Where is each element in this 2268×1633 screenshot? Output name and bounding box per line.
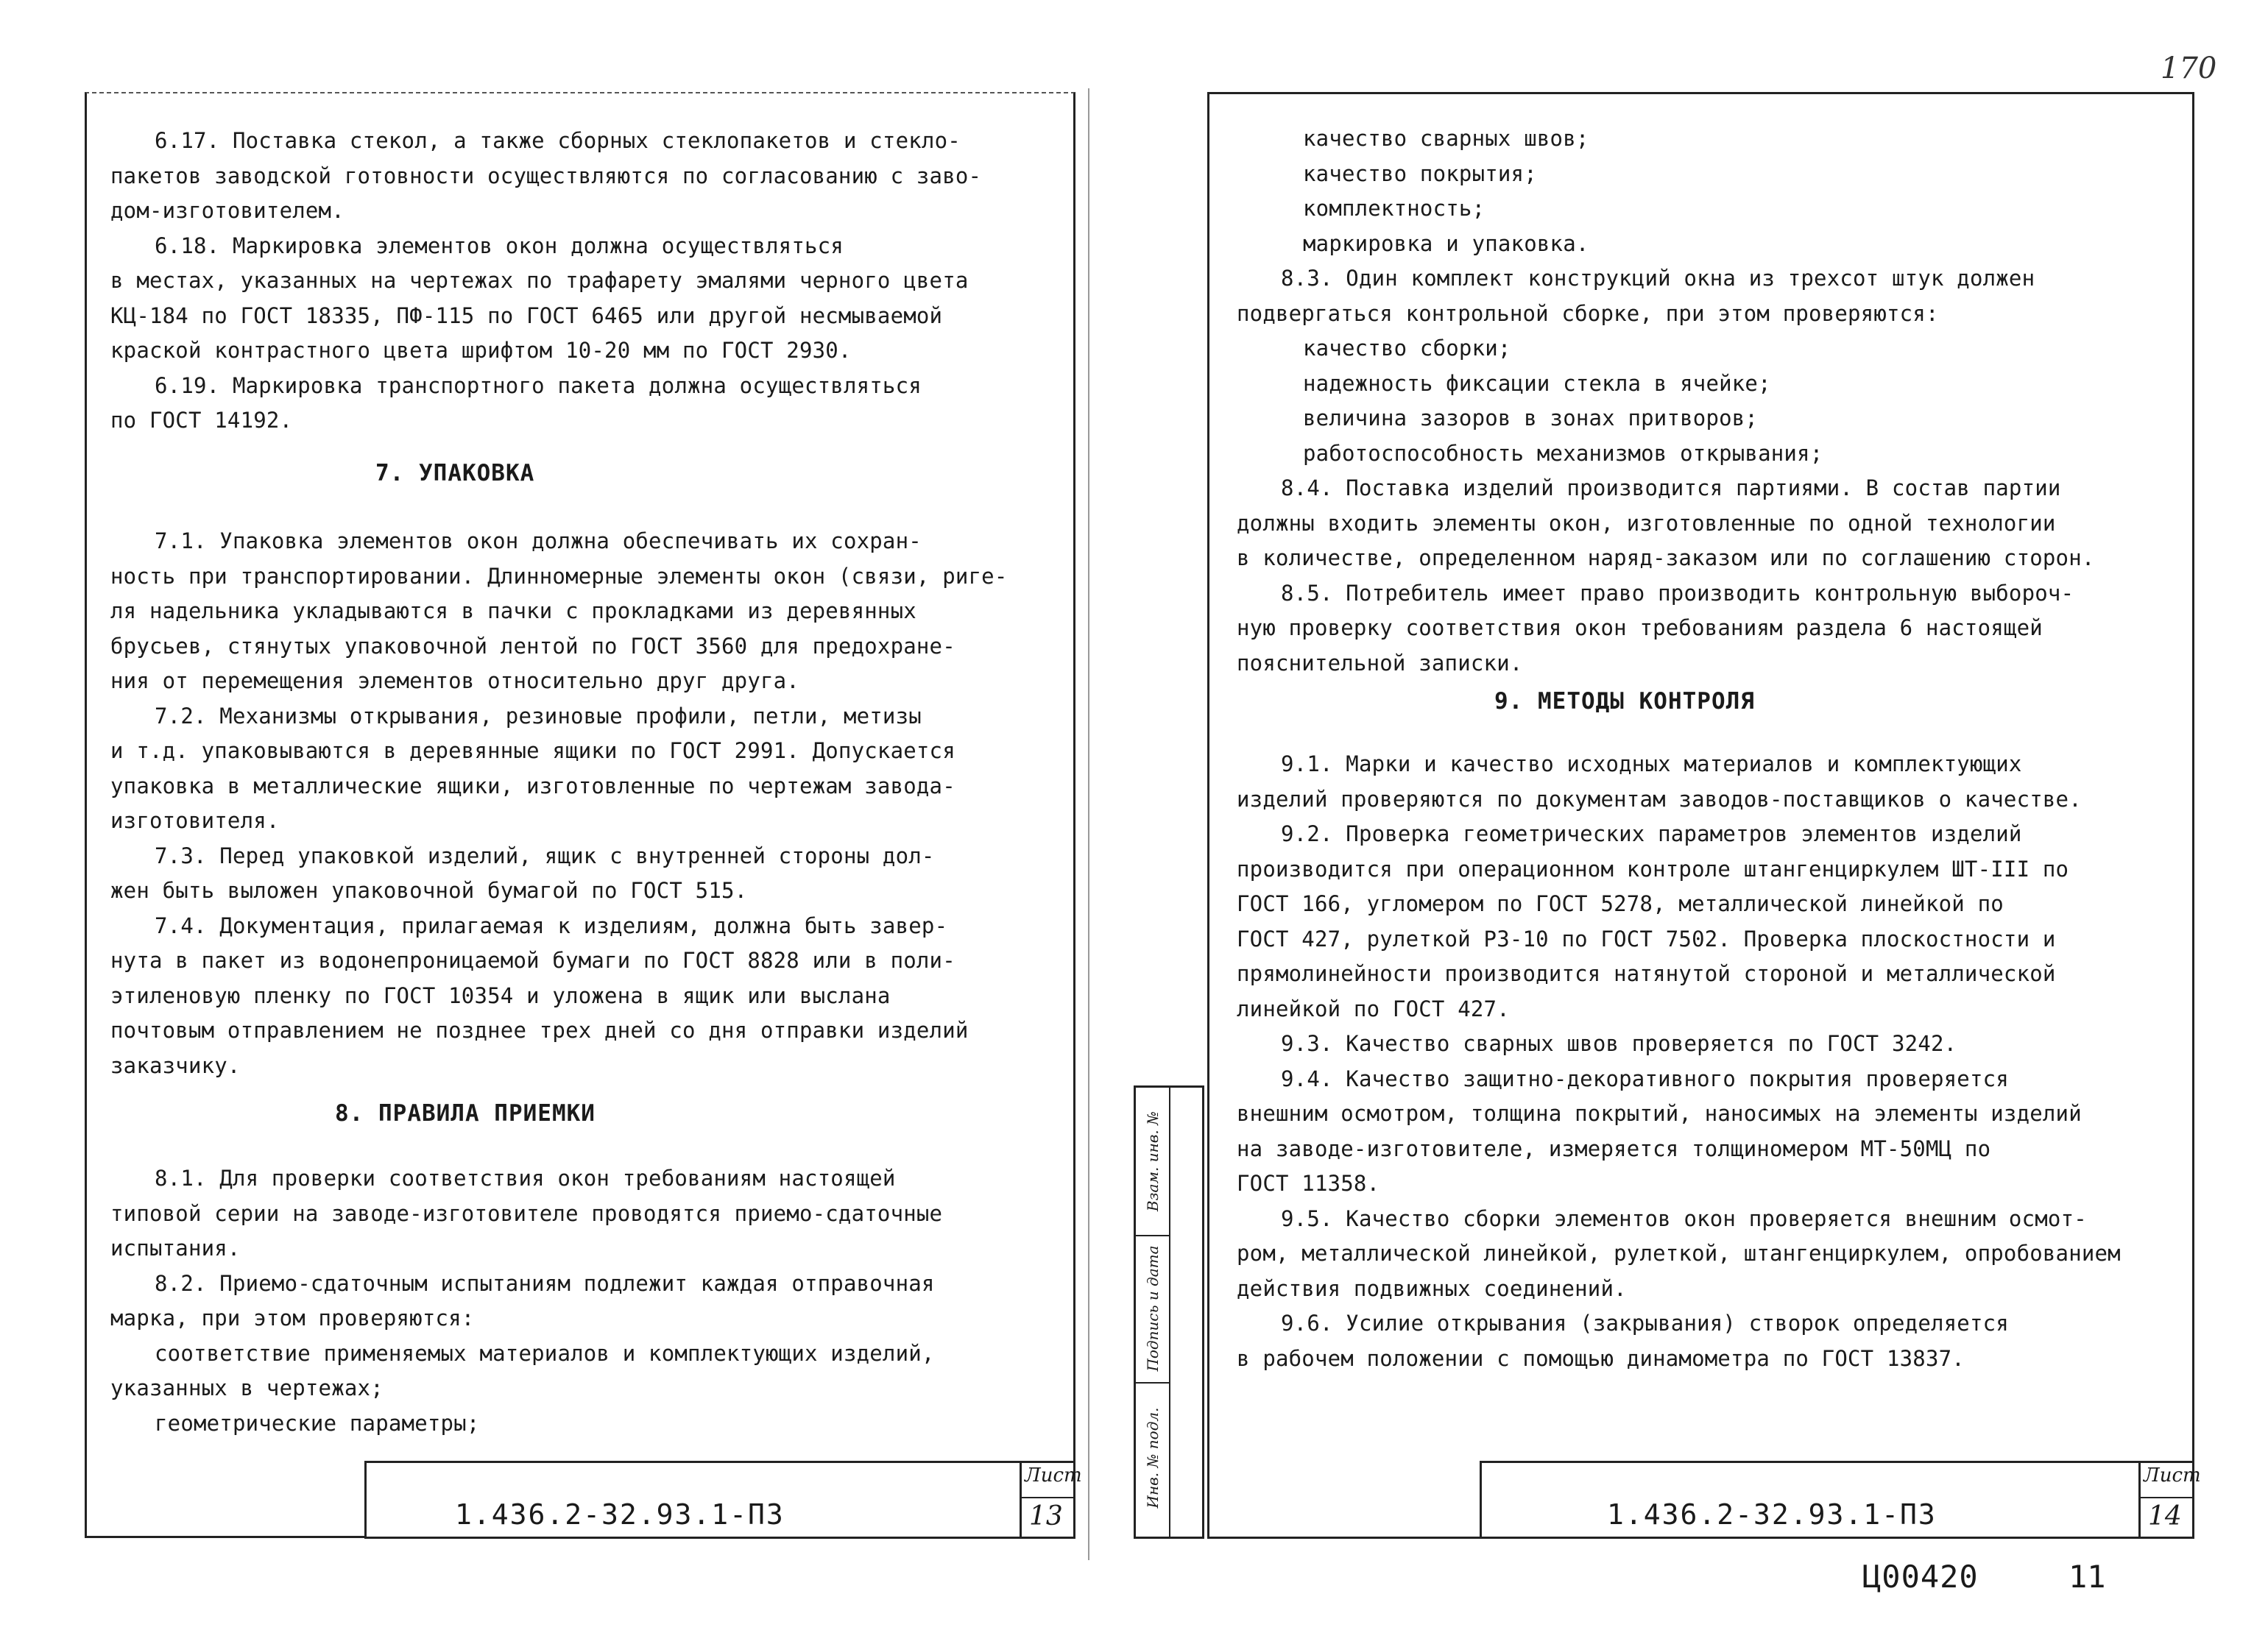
text-line: 6.19. Маркировка транспортного пакета должна осуществляться — [155, 372, 922, 398]
right-sheet-label: Лист — [2144, 1464, 2201, 1487]
left-title-stamp — [364, 1461, 1082, 1539]
right-text-block-9 — [1237, 747, 2121, 1376]
text-line: производится при операционном контроле штангенциркулем ШТ-III по — [1237, 856, 2069, 882]
text-line: ГОСТ 427, рулеткой РЗ-10 по ГОСТ 7502. Проверка плоскостности и — [1237, 926, 2056, 952]
text-line: ром, металлической линейкой, рулеткой, штангенциркулем, опробованием — [1237, 1241, 2121, 1266]
left-sheet-number-box — [1020, 1463, 1082, 1537]
text-line: ГОСТ 166, угломером по ГОСТ 5278, металлической линейкой по — [1237, 891, 2004, 916]
text-line: комплектность; — [1303, 196, 1485, 221]
text-line: в рабочем положении с помощью динамометра по ГОСТ 13837. — [1237, 1345, 1965, 1371]
page-fold — [1088, 88, 1089, 1560]
text-line: этиленовую пленку по ГОСТ 10354 и уложена в ящик или выслана — [110, 982, 891, 1008]
text-line: подвергаться контрольной сборке, при этом проверяются: — [1237, 300, 1939, 326]
right-stamp-code: 1.436.2-32.93.1-ПЗ — [1607, 1498, 1937, 1531]
text-line: пояснительной записки. — [1237, 650, 1523, 676]
section-8-heading: 8. ПРАВИЛА ПРИЕМКИ — [335, 1100, 596, 1127]
text-line: почтовым отправлением не позднее трех дней со дня отправки изделий — [110, 1018, 969, 1043]
text-line: 9.3. Качество сварных швов проверяется по ГОСТ 3242. — [1281, 1031, 1957, 1056]
text-line: внешним осмотром, толщина покрытий, наносимых на элементы изделий — [1237, 1101, 2082, 1126]
text-line: надежность фиксации стекла в ячейке; — [1303, 370, 1771, 396]
left-text-block-8 — [110, 1161, 942, 1441]
text-line: должны входить элементы окон, изготовленные по одной технологии — [1237, 510, 2056, 536]
left-sheet-label: Лист — [1025, 1464, 1082, 1487]
text-line: 8.2. Приемо-сдаточным испытаниям подлежит каждая отправочная — [155, 1270, 935, 1296]
side-cell-signature: Подпись и дата — [1136, 1235, 1169, 1384]
text-line: ную проверку соответствия окон требованиям раздела 6 настоящей — [1237, 615, 2043, 640]
text-line: брусьев, стянутых упаковочной лентой по ГОСТ 3560 для предохране- — [110, 633, 955, 659]
text-line: жен быть выложен упаковочной бумагой по ГОСТ 515. — [110, 878, 748, 903]
text-line: геометрические параметры; — [155, 1410, 480, 1436]
text-line: прямолинейности производится натянутой стороной и металлической — [1237, 961, 2056, 986]
text-line: заказчику. — [110, 1052, 241, 1078]
text-line: качество сборки; — [1303, 336, 1511, 361]
text-line: маркировка и упаковка. — [1303, 230, 1589, 256]
side-cell-inventory: Инв. № подл. — [1143, 1407, 1162, 1508]
right-sheet-number: 14 — [2148, 1501, 2182, 1531]
text-line: ГОСТ 11358. — [1237, 1171, 1380, 1196]
text-line: 6.18. Маркировка элементов окон должна осуществляться — [155, 233, 844, 258]
text-line: 8.1. Для проверки соответствия окон требованиям настоящей — [155, 1166, 896, 1191]
text-line: изготовителя. — [110, 808, 280, 833]
text-line: 9.1. Марки и качество исходных материалов и комплектующих — [1281, 751, 2022, 776]
text-line: 9.5. Качество сборки элементов окон проверяется внешним осмот- — [1281, 1205, 2087, 1231]
text-line: изделий проверяются по документам заводов-поставщиков о качестве. — [1237, 786, 2082, 812]
text-line: работоспособность механизмов открывания; — [1303, 440, 1823, 466]
text-line: 7.3. Перед упаковкой изделий, ящик с внутренней стороны дол- — [155, 843, 935, 868]
left-stamp-code: 1.436.2-32.93.1-ПЗ — [455, 1498, 785, 1531]
text-line: 7.1. Упаковка элементов окон должна обеспечивать их сохран- — [155, 528, 922, 553]
right-sheet-number-box — [2138, 1463, 2201, 1537]
side-stamp-column — [1134, 1085, 1204, 1539]
text-line: и т.д. упаковываются в деревянные ящики по ГОСТ 2991. Допускается — [110, 738, 955, 763]
text-line: указанных в чертежах; — [110, 1375, 384, 1400]
text-line: 8.3. Один комплект конструкций окна из трехсот штук должен — [1281, 266, 2035, 291]
text-line: на заводе-изготовителе, измеряется толщиномером МТ-50МЦ по — [1237, 1136, 1991, 1161]
left-sheet-number: 13 — [1029, 1501, 1063, 1531]
text-line: ля надельника укладываются в пачки с прокладками из деревянных — [110, 598, 916, 623]
left-text-block-6 — [110, 124, 981, 439]
text-line: ность при транспортировании. Длинномерные элементы окон (связи, риге- — [110, 563, 1008, 589]
left-text-block-7 — [110, 524, 1008, 1083]
text-line: упаковка в металлические ящики, изготовленные по чертежам завода- — [110, 773, 955, 798]
text-line: качество покрытия; — [1303, 160, 1537, 186]
text-line: в местах, указанных на чертежах по трафарету эмалями черного цвета — [110, 268, 969, 293]
text-line: 9.2. Проверка геометрических параметров элементов изделий — [1281, 821, 2022, 846]
text-line: соответствие применяемых материалов и комплектующих изделий, — [155, 1340, 935, 1366]
section-7-heading: 7. УПАКОВКА — [375, 460, 535, 486]
text-line: испытания. — [110, 1236, 241, 1261]
text-line: нута в пакет из водонепроницаемой бумаги по ГОСТ 8828 или в поли- — [110, 948, 955, 973]
archive-id: Ц00420 — [1862, 1559, 1979, 1595]
right-text-block-8 — [1237, 121, 2095, 681]
text-line: в количестве, определенном наряд-заказом или по соглашению сторон. — [1237, 545, 2095, 570]
text-line: пакетов заводской готовности осуществляются по согласованию с заво- — [110, 163, 982, 188]
text-line: краской контрастного цвета шрифтом 10-20 мм по ГОСТ 2930. — [110, 338, 852, 363]
text-line: 7.2. Механизмы открывания, резиновые профили, петли, метизы — [155, 703, 922, 729]
archive-marks: 11 — [2069, 1559, 2106, 1595]
text-line: линейкой по ГОСТ 427. — [1237, 996, 1510, 1021]
text-line: дом-изготовителем. — [110, 198, 345, 223]
text-line: ния от перемещения элементов относительно друг друга. — [110, 668, 799, 693]
text-line: 8.4. Поставка изделий производится партиями. В состав партии — [1281, 475, 2061, 500]
text-line: качество сварных швов; — [1303, 126, 1589, 151]
text-line: марка, при этом проверяются: — [110, 1306, 475, 1331]
section-9-heading: 9. МЕТОДЫ КОНТРОЛЯ — [1494, 688, 1755, 715]
corner-page-number: 170 — [2161, 52, 2217, 85]
text-line: 6.17. Поставка стекол, а также сборных стеклопакетов и стекло- — [155, 128, 961, 153]
right-title-stamp — [1480, 1461, 2201, 1539]
text-line: 9.4. Качество защитно-декоративного покрытия проверяется — [1281, 1066, 2009, 1091]
text-line: КЦ-184 по ГОСТ 18335, ПФ-115 по ГОСТ 6465 или другой несмываемой — [110, 302, 943, 328]
text-line: действия подвижных соединений. — [1237, 1275, 1627, 1301]
side-cell-replacement: Взам. инв. № — [1136, 1088, 1169, 1236]
text-line: по ГОСТ 14192. — [110, 408, 293, 433]
text-line: 8.5. Потребитель имеет право производить контрольную выбороч- — [1281, 580, 2074, 606]
text-line: типовой серии на заводе-изготовителе проводятся приемо-сдаточные — [110, 1200, 943, 1226]
text-line: 9.6. Усилие открывания (закрывания) створок определяется — [1281, 1311, 2009, 1336]
text-line: 7.4. Документация, прилагаемая к изделиям, должна быть завер- — [155, 913, 948, 938]
text-line: величина зазоров в зонах притворов; — [1303, 405, 1759, 431]
